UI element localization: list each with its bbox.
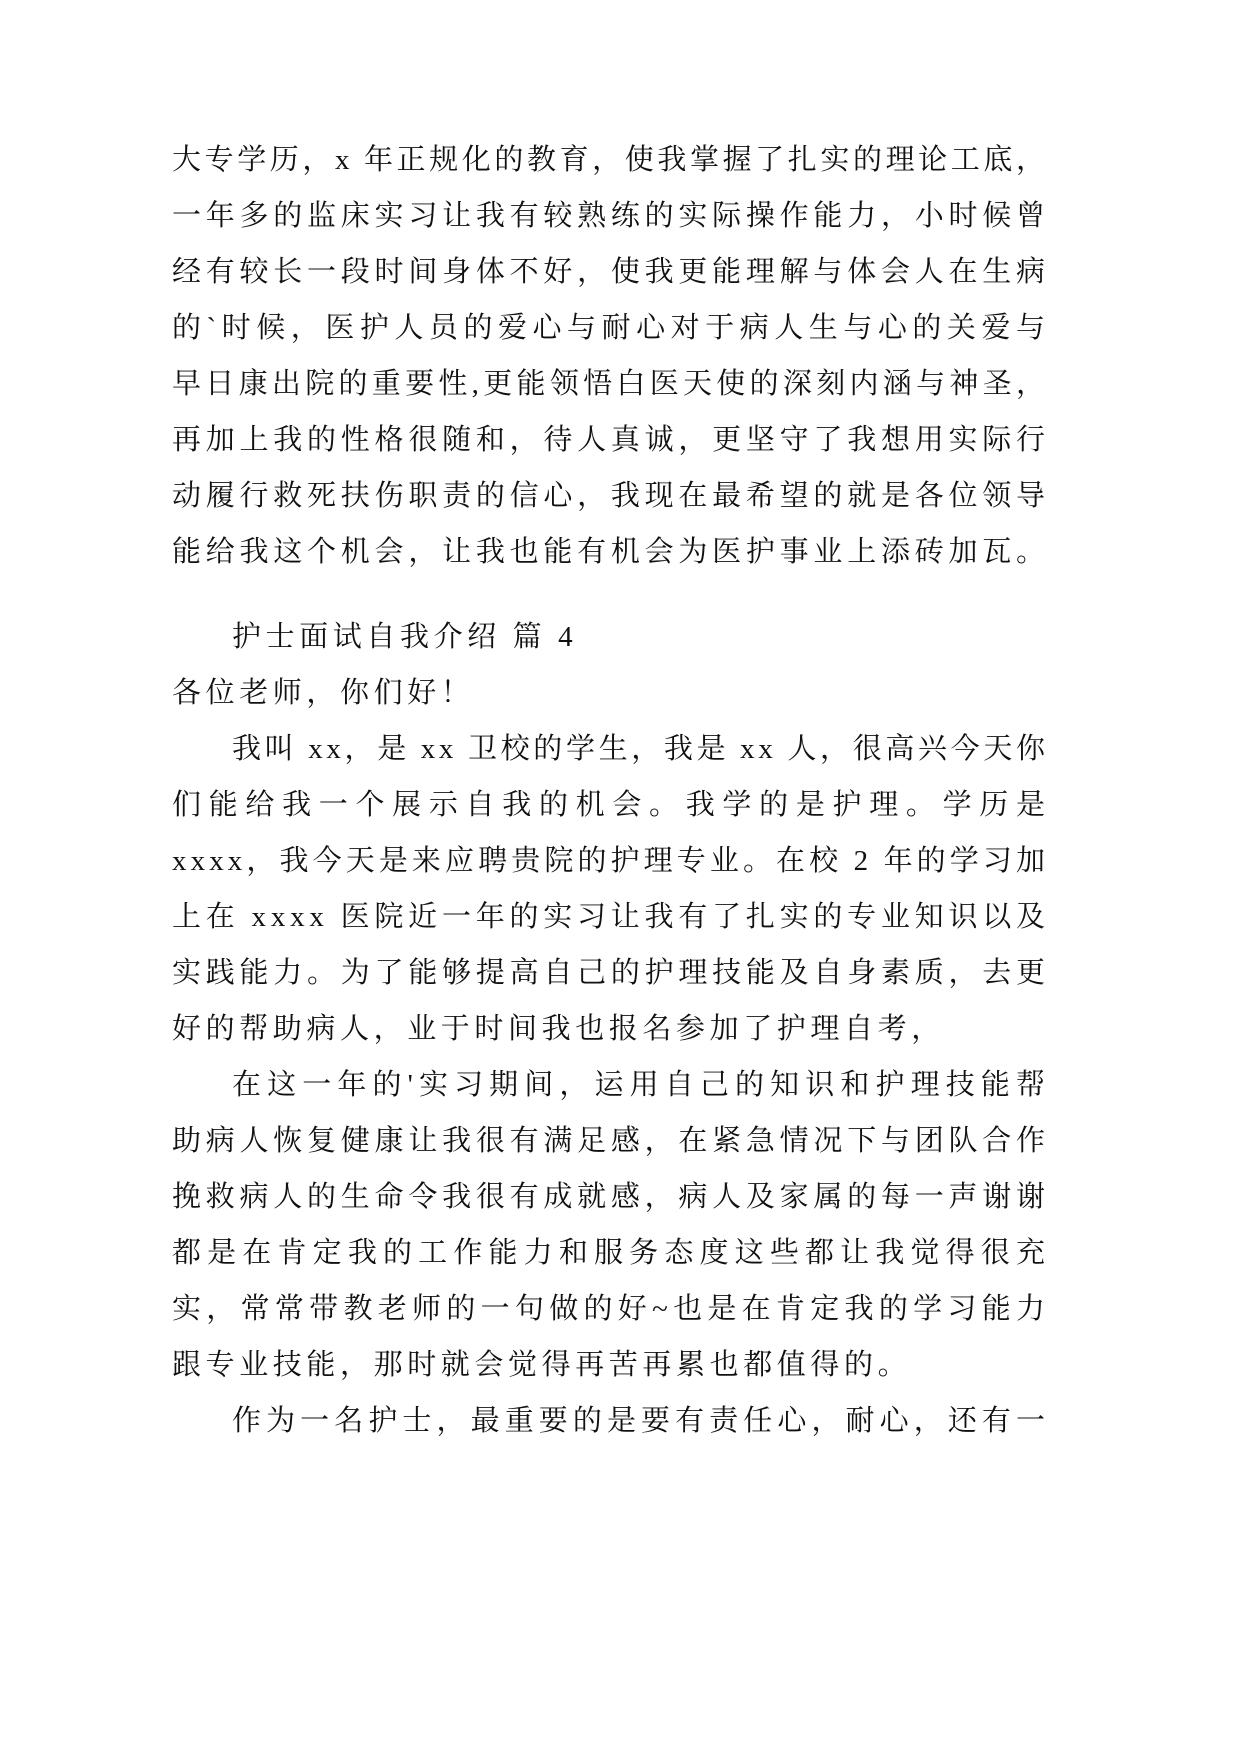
text-line: 一年多的监床实习让我有较熟练的实际操作能力，小时候曾 <box>172 200 1050 232</box>
section-heading: 护士面试自我介绍 篇 4 <box>232 621 578 653</box>
text-line: 经有较长一段时间身体不好，使我更能理解与体会人在生病 <box>172 256 1050 288</box>
text-line: 们能给我一个展示自我的机会。我学的是护理。学历是 <box>172 789 1053 821</box>
text-line: 的`时候，医护人员的爱心与耐心对于病人生与心的关爱与 <box>172 312 1051 344</box>
text-line: 实，常常带教老师的一句做的好~也是在肯定我的学习能力 <box>172 1293 1051 1325</box>
text-line: 早日康出院的重要性,更能领悟白医天使的深刻内涵与神圣， <box>172 368 1050 400</box>
text-line: 动履行救死扶伤职责的信心，我现在最希望的就是各位领导 <box>172 480 1050 512</box>
document-body <box>172 132 1053 1449</box>
text-line: 再加上我的性格很随和，待人真诚，更坚守了我想用实际行 <box>172 424 1050 456</box>
text-line: xxxx，我今天是来应聘贵院的护理专业。在校 2 年的学习加 <box>172 845 1050 877</box>
continued-paragraph <box>172 132 1051 580</box>
text-line: 跟专业技能，那时就会觉得再苦再累也都值得的。 <box>172 1349 912 1381</box>
text-line: 挽救病人的生命令我很有成就感，病人及家属的每一声谢谢 <box>172 1181 1050 1213</box>
text-line: 上在 xxxx 医院近一年的实习让我有了扎实的专业知识以及 <box>172 901 1050 933</box>
text-line: 好的帮助病人，业于时间我也报名参加了护理自考， <box>172 1013 945 1045</box>
paragraph <box>172 721 1053 1057</box>
text-line: 大专学历，x 年正规化的教育，使我掌握了扎实的理论工底， <box>172 144 1049 176</box>
text-line: 我叫 xx，是 xx 卫校的学生，我是 xx 人，很高兴今天你 <box>232 733 1049 765</box>
text-line: 作为一名护士，最重要的是要有责任心，耐心，还有一 <box>232 1405 1051 1437</box>
paragraph <box>172 1393 1051 1449</box>
text-line: 能给我这个机会，让我也能有机会为医护事业上添砖加瓦。 <box>172 536 1050 568</box>
text-line: 助病人恢复健康让我很有满足感，在紧急情况下与团队合作 <box>172 1125 1050 1157</box>
text-line: 都是在肯定我的工作能力和服务态度这些都让我觉得很充 <box>172 1237 1052 1269</box>
text-line: 在这一年的'实习期间，运用自己的知识和护理技能帮 <box>232 1069 1052 1101</box>
paragraph <box>172 1057 1052 1393</box>
text-line: 实践能力。为了能够提高自己的护理技能及自身素质，去更 <box>172 957 1050 989</box>
greeting: 各位老师，你们好！ <box>172 677 475 709</box>
